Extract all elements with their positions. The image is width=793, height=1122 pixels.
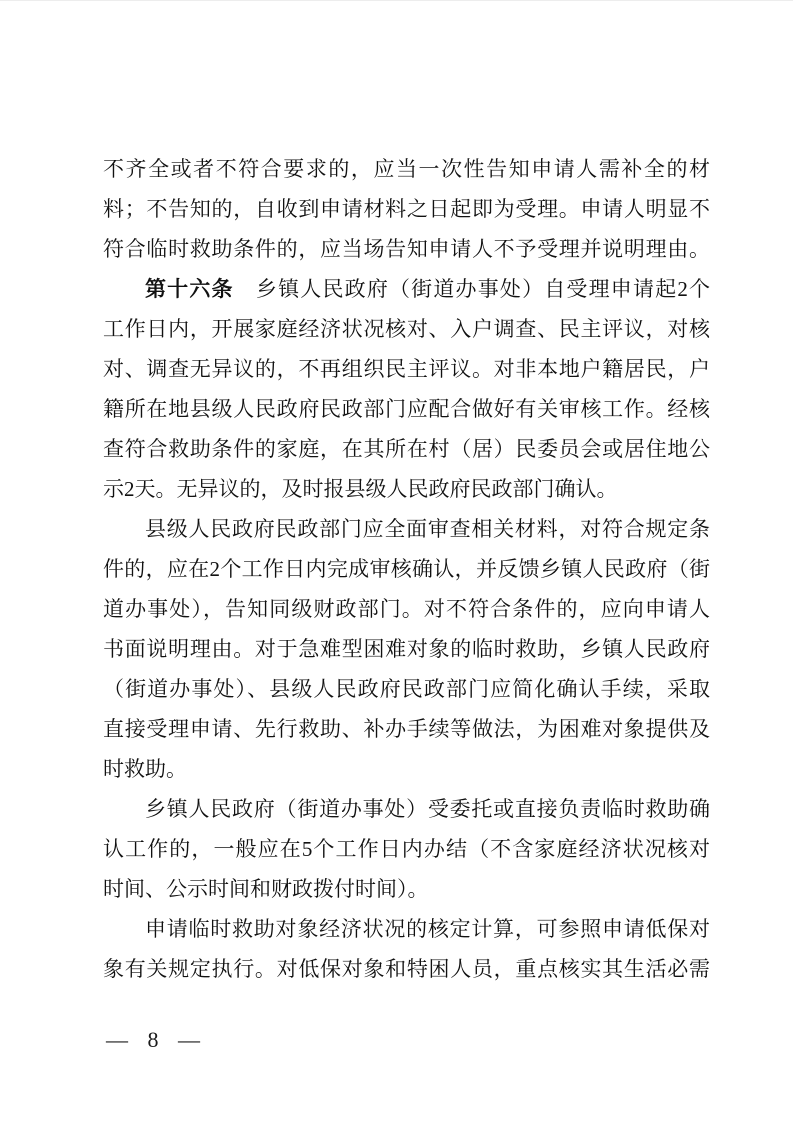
text-line: （街道办事处）、县级人民政府民政部门应简化确认手续，采取	[103, 677, 710, 701]
article-number: 第十六条	[145, 277, 234, 301]
text-line: 对、调查无异议的，不再组织民主评议。对非本地户籍居民，户	[103, 357, 710, 381]
text-line: 时救助。	[103, 757, 187, 781]
text-line: 工作日内，开展家庭经济状况核对、入户调查、民主评议，对核	[103, 317, 710, 341]
text-line: 件的，应在2个工作日内完成审核确认，并反馈乡镇人民政府（街	[103, 557, 710, 581]
text-line: 时间、公示时间和财政拨付时间）。	[103, 877, 429, 901]
text-line: 籍所在地县级人民政府民政部门应配合做好有关审核工作。经核	[103, 397, 710, 421]
text-line: 查符合救助条件的家庭，在其所在村（居）民委员会或居住地公	[103, 437, 710, 461]
document-body	[103, 149, 710, 989]
text-line: 书面说明理由。对于急难型困难对象的临时救助，乡镇人民政府	[103, 637, 710, 661]
text-line: 认工作的，一般应在5个工作日内办结（不含家庭经济状况核对	[103, 837, 710, 861]
text-line: 申请临时救助对象经济状况的核定计算，可参照申请低保对	[145, 917, 710, 941]
text-line: 直接受理申请、先行救助、补办手续等做法，为困难对象提供及	[103, 717, 710, 741]
text-line: 示2天。无异议的，及时报县级人民政府民政部门确认。	[103, 477, 618, 501]
text-line: 料；不告知的，自收到申请材料之日起即为受理。申请人明显不	[103, 197, 710, 221]
text-line: 道办事处），告知同级财政部门。对不符合条件的，应向申请人	[103, 597, 710, 621]
page-number: — 8 —	[106, 1027, 204, 1052]
text-line: 乡镇人民政府（街道办事处）受委托或直接负责临时救助确	[145, 797, 710, 821]
text-line: 象有关规定执行。对低保对象和特困人员，重点核实其生活必需	[103, 957, 710, 981]
text-line: 县级人民政府民政部门应全面审查相关材料，对符合规定条	[145, 517, 710, 541]
text-line: 符合临时救助条件的，应当场告知申请人不予受理并说明理由。	[103, 237, 710, 261]
text-line: 第十六条 乡镇人民政府（街道办事处）自受理申请起2个	[145, 277, 711, 301]
page-footer	[106, 1025, 204, 1055]
text-line: 不齐全或者不符合要求的，应当一次性告知申请人需补全的材	[103, 157, 710, 181]
